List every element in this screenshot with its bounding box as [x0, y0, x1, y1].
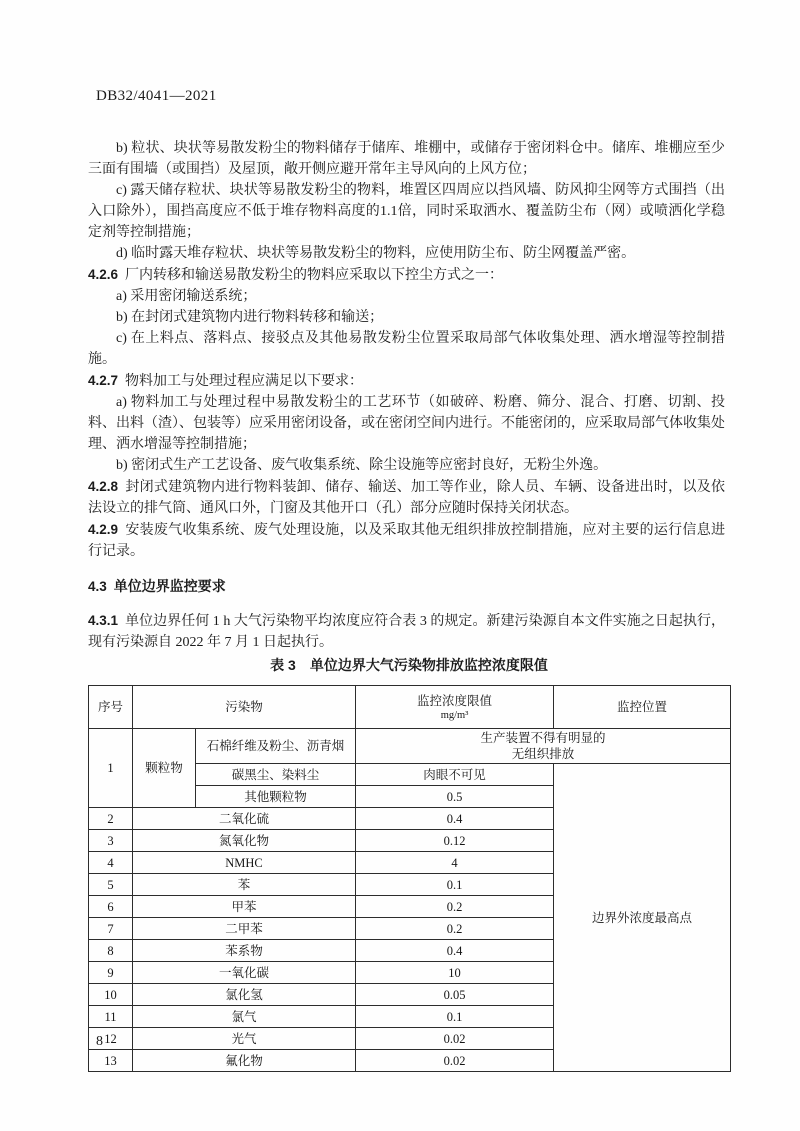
cell-no: 6	[89, 896, 133, 918]
cell-limit: 0.4	[356, 940, 554, 962]
clause-number: 4.2.6	[88, 267, 119, 282]
cell-pollutant: 氟化物	[133, 1050, 356, 1072]
cell-pollutant: 氯化氢	[133, 984, 356, 1006]
cell-pollutant: 石棉纤维及粉尘、沥青烟	[196, 729, 356, 764]
body-text	[88, 138, 725, 653]
table-caption	[88, 655, 730, 675]
table-caption-title: 单位边界大气污染物排放监控浓度限值	[309, 657, 548, 673]
cell-no: 8	[89, 940, 133, 962]
col-header-limit-unit: mg/m³	[440, 709, 469, 721]
paragraph-text: 封闭式建筑物内进行物料装卸、储存、输送、加工等作业，除人员、车辆、设备进出时，以及依法设立的排气筒、通风口外，门窗及其他开口（孔）部分应随时保持关闭状态。	[88, 480, 725, 516]
paragraph-text: 单位边界任何 1 h 大气污染物平均浓度应符合表 3 的规定。新建污染源自本文件实施之日起执行，现有污染源自 2022 年 7 月 1 日起执行。	[88, 614, 725, 650]
cell-limit: 0.12	[356, 830, 554, 852]
cell-limit: 0.05	[356, 984, 554, 1006]
list-item-paragraph	[88, 455, 725, 476]
cell-limit-merged	[356, 729, 731, 764]
cell-limit: 0.02	[356, 1028, 554, 1050]
cell-no: 10	[89, 984, 133, 1006]
cell-no: 7	[89, 918, 133, 940]
cell-limit: 10	[356, 962, 554, 984]
cell-pollutant: 其他颗粒物	[196, 786, 356, 808]
page-number: 8	[96, 1034, 103, 1049]
cell-no: 12	[89, 1028, 133, 1050]
clause-number: 4.3.1	[88, 613, 119, 628]
cell-category: 颗粒物	[133, 729, 196, 808]
page-footer	[96, 1034, 103, 1050]
list-item-paragraph	[88, 328, 725, 370]
table-block	[88, 655, 730, 1072]
clause-paragraph	[88, 370, 725, 392]
paragraph-text: 物料加工与处理过程应满足以下要求：	[125, 374, 364, 389]
cell-limit: 0.1	[356, 1006, 554, 1028]
cell-no: 5	[89, 874, 133, 896]
cell-pollutant: 苯系物	[133, 940, 356, 962]
paragraph-text: b) 粒状、块状等易散发粉尘的物料储存于储库、堆棚中，或储存于密闭料仓中。储库、堆棚应至少三面有围墙（或围挡）及屋顶，敞开侧应避开常年主导风向的上风方位；	[88, 141, 725, 177]
paragraph-text: 厂内转移和输送易散发粉尘的物料应采取以下控尘方式之一：	[125, 268, 504, 283]
cell-limit: 0.4	[356, 808, 554, 830]
list-item-paragraph	[88, 180, 725, 243]
doc-code: DB32/4041—2021	[96, 88, 217, 104]
cell-pollutant: 氯气	[133, 1006, 356, 1028]
clause-paragraph	[88, 476, 725, 519]
paragraph-text: d) 临时露天堆存粒状、块状等易散发粉尘的物料，应使用防尘布、防尘网覆盖严密。	[116, 246, 636, 261]
cell-pollutant: NMHC	[133, 852, 356, 874]
cell-pollutant: 光气	[133, 1028, 356, 1050]
paragraph-text: b) 密闭式生产工艺设备、废气收集系统、除尘设施等应密封良好，无粉尘外逸。	[116, 458, 608, 473]
cell-pollutant: 甲苯	[133, 896, 356, 918]
list-item-paragraph	[88, 286, 725, 307]
col-header-limit	[356, 686, 554, 729]
clause-paragraph	[88, 610, 725, 653]
clause-paragraph	[88, 519, 725, 562]
paragraph-text: a) 采用密闭输送系统；	[116, 289, 257, 304]
cell-limit: 0.02	[356, 1050, 554, 1072]
col-header-limit-text: 监控浓度限值	[417, 693, 493, 708]
cell-no: 1	[89, 729, 133, 808]
list-item-paragraph	[88, 307, 725, 328]
paragraph-text: 安装废气收集系统、废气处理设施，以及采取其他无组织排放控制措施，应对主要的运行信息进行记录。	[88, 523, 725, 559]
cell-limit: 0.2	[356, 918, 554, 940]
cell-pollutant: 氮氧化物	[133, 830, 356, 852]
pollutant-limits-table	[88, 685, 731, 1072]
clause-number: 4.2.9	[88, 522, 119, 537]
col-header-pollutant: 污染物	[133, 686, 356, 729]
paragraph-text: 单位边界监控要求	[113, 578, 226, 594]
cell-line: 无组织排放	[511, 747, 575, 761]
cell-pollutant: 苯	[133, 874, 356, 896]
col-header-no: 序号	[89, 686, 133, 729]
clause-number: 4.2.8	[88, 479, 119, 494]
clause-number: 4.3	[88, 579, 107, 594]
paragraph-text: b) 在封闭式建筑物内进行物料转移和输送；	[116, 310, 384, 325]
cell-no: 2	[89, 808, 133, 830]
paragraph-text: c) 露天储存粒状、块状等易散发粉尘的物料，堆置区四周应以挡风墙、防风抑尘网等方式围挡（出入口除外），围挡高度应不低于堆存物料高度的1.1倍，同时采取洒水、覆盖防尘布（网）或喷洒化学稳定剂等控制措施；	[88, 183, 725, 240]
cell-limit: 0.5	[356, 786, 554, 808]
section-heading	[88, 576, 725, 597]
clause-number: 4.2.7	[88, 373, 119, 388]
cell-pollutant: 一氧化碳	[133, 962, 356, 984]
table-caption-label: 表 3	[270, 657, 296, 673]
cell-no: 9	[89, 962, 133, 984]
cell-location-merged: 边界外浓度最高点	[554, 764, 731, 1072]
cell-no: 11	[89, 1006, 133, 1028]
cell-pollutant: 二甲苯	[133, 918, 356, 940]
cell-limit: 肉眼不可见	[356, 764, 554, 786]
list-item-paragraph	[88, 243, 725, 264]
paragraph-text: c) 在上料点、落料点、接驳点及其他易散发粉尘位置采取局部气体收集处理、洒水增湿等控制措施。	[88, 331, 725, 367]
cell-limit: 0.1	[356, 874, 554, 896]
cell-limit: 4	[356, 852, 554, 874]
table-header-row	[89, 686, 731, 729]
list-item-paragraph	[88, 392, 725, 455]
clause-paragraph	[88, 264, 725, 286]
doc-header	[96, 88, 217, 105]
cell-no: 3	[89, 830, 133, 852]
cell-pollutant: 二氧化硫	[133, 808, 356, 830]
list-item-paragraph	[88, 138, 725, 180]
cell-line: 生产装置不得有明显的	[480, 731, 606, 745]
table-row	[89, 729, 731, 764]
cell-pollutant: 碳黑尘、染料尘	[196, 764, 356, 786]
paragraph-text: a) 物料加工与处理过程中易散发粉尘的工艺环节（如破碎、粉磨、筛分、混合、打磨、切割、投料、出料（渣）、包装等）应采用密闭设备，或在密闭空间内进行。不能密闭的，应采取局部气体收集处理、洒水增湿等控制措施；	[88, 395, 725, 452]
col-header-location: 监控位置	[554, 686, 731, 729]
cell-no: 4	[89, 852, 133, 874]
cell-no: 13	[89, 1050, 133, 1072]
cell-limit: 0.2	[356, 896, 554, 918]
